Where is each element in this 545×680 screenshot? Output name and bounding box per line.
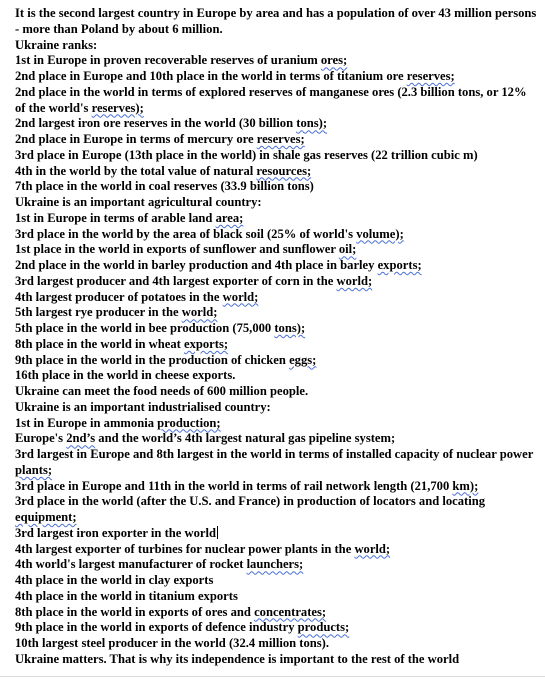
- text-segment: 3rd place in the world by the area of black soil (25% of world's: [15, 226, 357, 241]
- text-line: [15, 431, 537, 447]
- text-segment: Europe's: [15, 431, 67, 446]
- text-segment: It is the second largest country in Europe by area and has a population of over 43 million persons - more than Poland by about 6 million.: [15, 6, 537, 36]
- text-line: [15, 211, 537, 227]
- text-line: [15, 132, 537, 148]
- text-line: [15, 305, 537, 321]
- document-body[interactable]: [15, 6, 537, 668]
- text-line: [15, 258, 537, 274]
- spellcheck-underlined-word[interactable]: exports;: [183, 336, 229, 351]
- text-segment: 3rd largest iron exporter in the world: [15, 525, 217, 540]
- text-line: [15, 290, 537, 306]
- text-line: [15, 85, 537, 117]
- text-segment: 16th place in the world in cheese exports.: [15, 368, 236, 383]
- spellcheck-underlined-word[interactable]: world;: [222, 289, 259, 304]
- text-segment: 4th largest exporter of turbines for nuclear power plants in the: [15, 541, 355, 556]
- text-segment: 4th place in the world in titanium exports: [15, 588, 238, 603]
- spellcheck-underlined-word[interactable]: plants;: [15, 462, 53, 477]
- text-line: [15, 164, 537, 180]
- text-segment: 9th place in the world in the production of chicken: [15, 352, 290, 367]
- text-segment: 1st place in the world in exports of sunflower and sunflower: [15, 242, 339, 257]
- spellcheck-underlined-word[interactable]: reserves;: [406, 69, 455, 83]
- text-line: [15, 353, 537, 369]
- text-segment: 4th place in the world in clay exports: [15, 573, 214, 587]
- text-segment: Ukraine is an important agricultural country:: [15, 195, 262, 209]
- text-segment: 2nd place in the world in barley production and 4th place in barley: [15, 258, 378, 272]
- text-segment: 2nd place in the world in terms of explored reserves of manganese ores (2.3 billion tons, or 12% of the world's: [15, 84, 527, 115]
- text-segment: and the world’s 4th largest natural gas pipeline system;: [95, 431, 396, 446]
- text-segment: 3rd largest producer and 4th largest exporter of corn in the: [15, 273, 337, 288]
- text-line: [15, 227, 537, 243]
- spellcheck-underlined-word[interactable]: world;: [336, 273, 373, 288]
- text-line: [15, 416, 537, 432]
- text-segment: 8th place in the world in exports of ores and: [15, 604, 255, 619]
- text-line: [15, 447, 537, 479]
- text-segment: 3rd place in Europe and 11th in the world in terms of rail network length (21,700: [15, 478, 453, 493]
- spellcheck-underlined-word[interactable]: resources;: [256, 163, 312, 178]
- text-line: [15, 274, 537, 290]
- text-cursor: [217, 526, 218, 539]
- text-segment: 4th largest producer of potatoes in the: [15, 289, 223, 304]
- spellcheck-underlined-word[interactable]: world;: [354, 541, 391, 556]
- text-line: [15, 573, 537, 589]
- text-segment: Ukraine matters. That is why its independence is important to the rest of the world: [15, 651, 460, 666]
- text-line: [15, 69, 537, 85]
- text-line: [15, 557, 537, 573]
- text-segment: 3rd place in the world (after the U.S. and France) in production of locators and locating: [15, 494, 486, 509]
- text-line: [15, 589, 537, 605]
- text-segment: 7th place in the world in coal reserves (33.9 billion tons): [15, 179, 314, 194]
- text-line: [15, 542, 537, 558]
- spellcheck-underlined-word[interactable]: reserves);: [91, 100, 144, 115]
- text-line: [15, 620, 537, 636]
- spellcheck-underlined-word[interactable]: launchers;: [246, 557, 304, 572]
- text-segment: 1st in Europe in proven recoverable reserves of uranium: [15, 53, 321, 68]
- text-line: [15, 605, 537, 621]
- spellcheck-underlined-word[interactable]: area;: [215, 210, 244, 225]
- text-line: [15, 479, 537, 495]
- text-segment: 2nd place in Europe and 10th place in the world in terms of titanium ore: [15, 69, 407, 83]
- text-line: [15, 384, 537, 400]
- text-segment: 4th in the world by the total value of natural: [15, 163, 257, 178]
- text-segment: Ukraine is an important industrialised country:: [15, 399, 271, 414]
- text-line: [15, 179, 537, 195]
- text-segment: 5th place in the world in bee production (75,000: [15, 321, 275, 335]
- text-line: [15, 494, 537, 526]
- spellcheck-underlined-word[interactable]: volume);: [356, 226, 404, 241]
- text-line: [15, 53, 537, 69]
- text-line: [15, 652, 537, 668]
- spellcheck-underlined-word[interactable]: world;: [181, 305, 218, 320]
- text-segment: 8th place in the world in wheat: [15, 336, 184, 351]
- text-segment: Ukraine can meet the food needs of 600 million people.: [15, 384, 309, 398]
- text-line: [15, 400, 537, 416]
- text-segment: 9th place in the world in exports of defence industry: [15, 620, 298, 635]
- spellcheck-underlined-word[interactable]: equipment;: [15, 510, 77, 524]
- text-segment: 10th largest steel producer in the world (32.4 million tons).: [15, 636, 330, 650]
- text-line: [15, 116, 537, 132]
- text-line: [15, 6, 537, 38]
- spellcheck-underlined-word[interactable]: tons);: [274, 321, 306, 335]
- spellcheck-underlined-word[interactable]: eggs;: [289, 352, 317, 367]
- text-line: [15, 636, 537, 652]
- spellcheck-underlined-word[interactable]: production;: [157, 415, 221, 430]
- text-segment: 3rd largest in Europe and 8th largest in the world in terms of installed capacity of nuclear power: [15, 447, 534, 461]
- text-segment: 1st in Europe in terms of arable land: [15, 210, 216, 225]
- bottom-divider: [0, 676, 545, 677]
- spellcheck-underlined-word[interactable]: km);: [452, 478, 479, 493]
- spellcheck-underlined-word[interactable]: ores;: [320, 53, 348, 68]
- spellcheck-underlined-word[interactable]: oil;: [338, 242, 357, 257]
- text-segment: Ukraine ranks:: [15, 37, 98, 52]
- text-line: [15, 38, 537, 54]
- spellcheck-underlined-word[interactable]: exports;: [377, 258, 422, 272]
- text-line: [15, 242, 537, 258]
- spellcheck-underlined-word[interactable]: reserves;: [256, 132, 305, 146]
- text-segment: 2nd largest iron ore reserves in the world (30 billion: [15, 116, 297, 131]
- spellcheck-underlined-word[interactable]: concentrates;: [254, 604, 327, 619]
- text-line: [15, 337, 537, 353]
- text-line: [15, 526, 537, 542]
- text-line: [15, 195, 537, 211]
- spellcheck-underlined-word[interactable]: 2nd’s: [66, 431, 96, 446]
- text-segment: 2nd place in Europe in terms of mercury ore: [15, 132, 257, 146]
- text-segment: 3rd place in Europe (13th place in the world) in shale gas reserves (22 trillion cubic m): [15, 147, 478, 162]
- text-line: [15, 321, 537, 337]
- text-segment: 5th largest rye producer in the: [15, 305, 182, 320]
- text-segment: 4th world's largest manufacturer of rocket: [15, 557, 247, 572]
- text-line: [15, 148, 537, 164]
- text-line: [15, 368, 537, 384]
- text-segment: 1st in Europe in ammonia: [15, 415, 158, 430]
- spellcheck-underlined-word[interactable]: products;: [297, 620, 350, 635]
- spellcheck-underlined-word[interactable]: tons);: [296, 116, 328, 131]
